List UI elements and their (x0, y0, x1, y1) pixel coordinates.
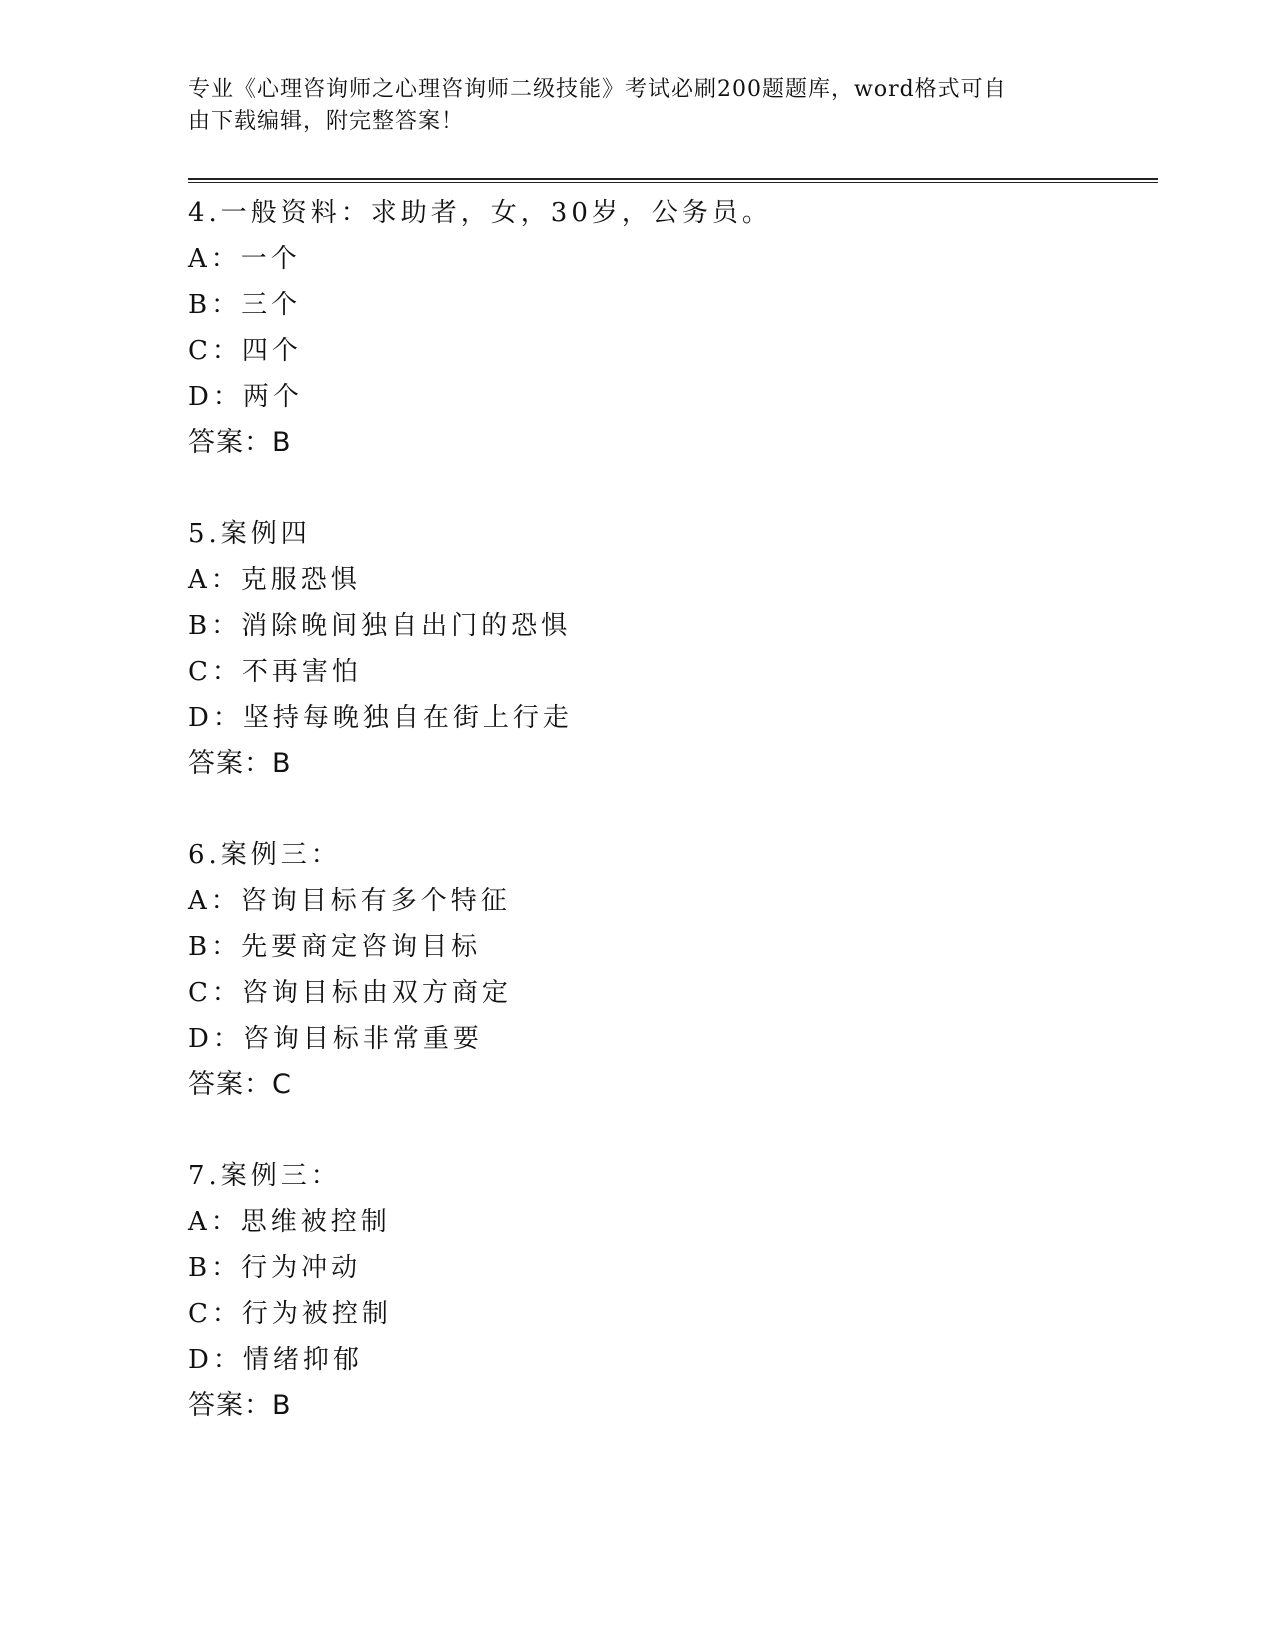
option-d: D：情绪抑郁 (188, 1345, 363, 1375)
option-b: B：消除晚间独自出门的恐惧 (188, 611, 572, 641)
answer-text: 答案：C (188, 1069, 292, 1100)
header-line-1: 专业《心理咨询师之心理咨询师二级技能》考试必刷200题题库，word格式可自 (188, 77, 1007, 102)
question-stem: 7.案例三： (188, 1161, 341, 1191)
option-d: D：两个 (188, 382, 303, 412)
question-item (188, 1153, 1158, 1429)
answer-text: 答案：B (188, 427, 292, 458)
question-item (188, 190, 1158, 466)
question-stem: 6.案例三： (188, 840, 341, 870)
option-c: C：行为被控制 (188, 1299, 392, 1329)
header-divider (188, 178, 1158, 183)
question-stem: 5.案例四 (188, 519, 311, 549)
option-b: B：行为冲动 (188, 1253, 362, 1283)
answer-text: 答案：B (188, 748, 292, 779)
question-list (188, 190, 1158, 1474)
option-a: A：咨询目标有多个特征 (188, 886, 511, 916)
header-line-2: 由下载编辑，附完整答案！ (188, 109, 465, 134)
option-a: A：思维被控制 (188, 1207, 391, 1237)
option-b: B：三个 (188, 290, 302, 320)
option-d: D：坚持每晚独自在街上行走 (188, 703, 573, 733)
option-c: C：四个 (188, 336, 302, 366)
option-a: A：克服恐惧 (188, 565, 361, 595)
question-item (188, 832, 1158, 1108)
question-item (188, 511, 1158, 787)
option-a: A：一个 (188, 244, 301, 274)
option-c: C：不再害怕 (188, 657, 362, 687)
answer-text: 答案：B (188, 1390, 292, 1421)
question-stem: 4.一般资料：求助者，女，30岁，公务员。 (188, 198, 772, 228)
option-d: D：咨询目标非常重要 (188, 1024, 483, 1054)
option-b: B：先要商定咨询目标 (188, 932, 482, 962)
document-header (188, 74, 1068, 138)
option-c: C：咨询目标由双方商定 (188, 978, 512, 1008)
